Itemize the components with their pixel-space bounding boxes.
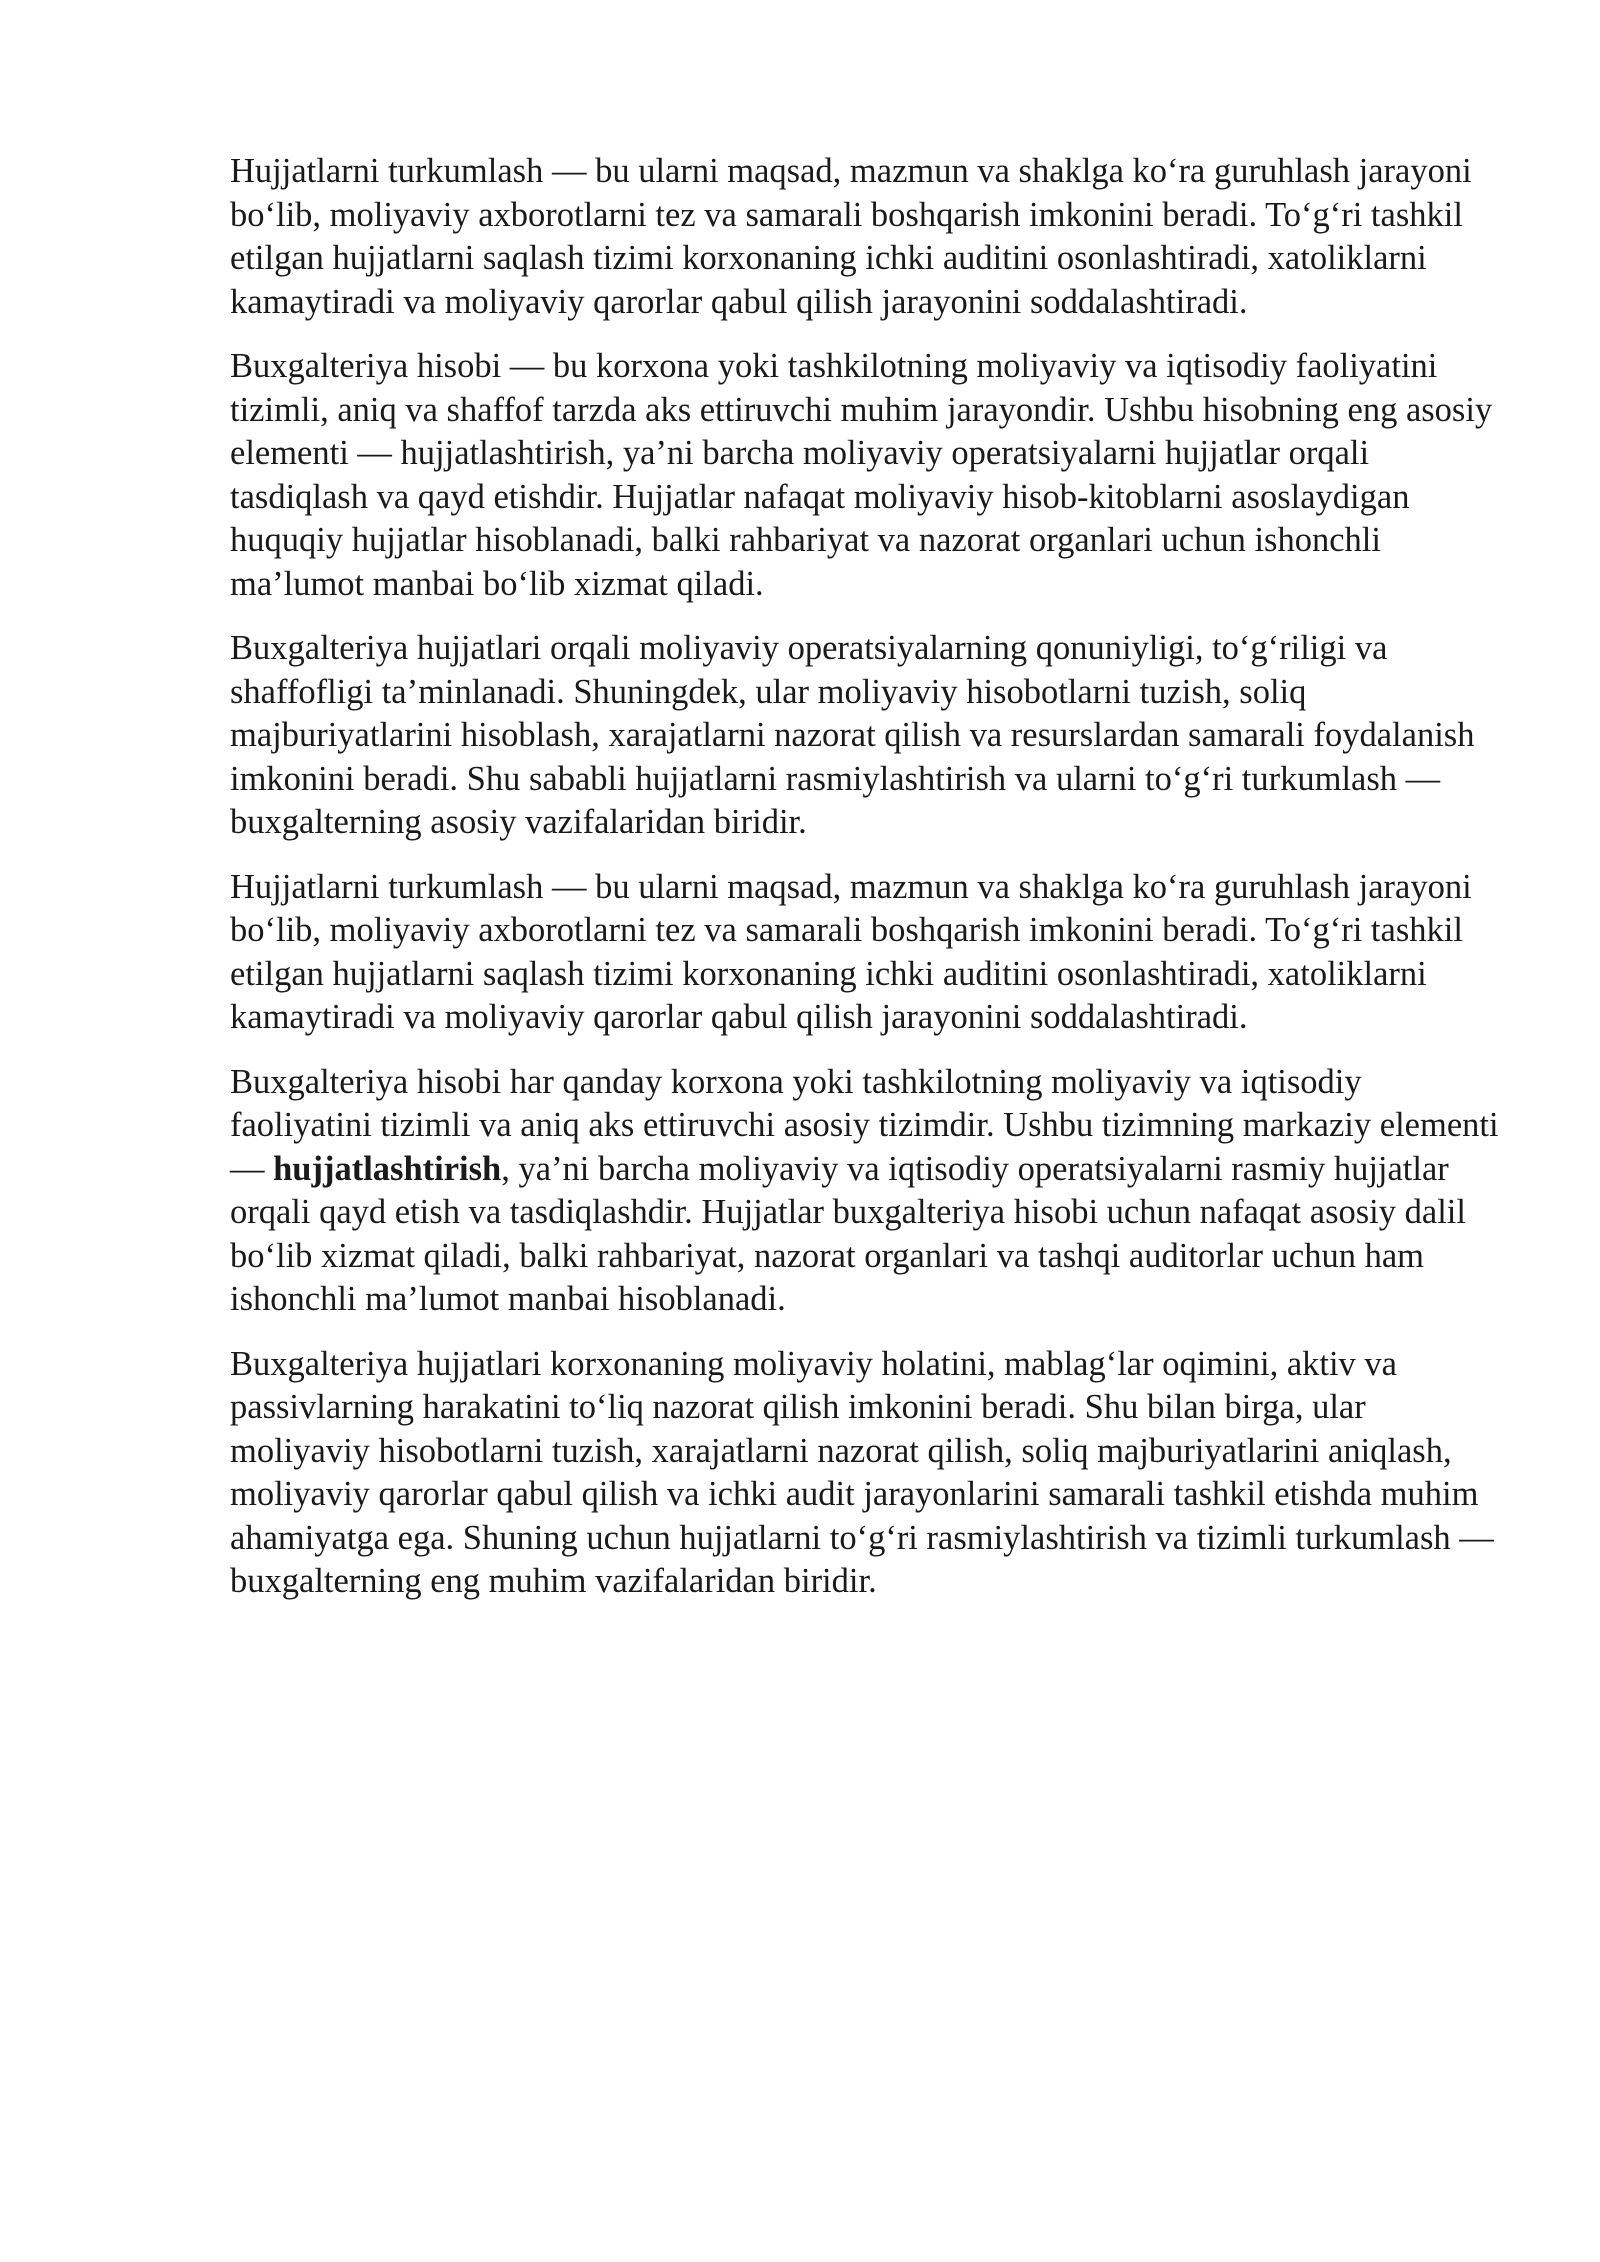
document-body	[230, 150, 1500, 1604]
paragraph-5-text-after: , ya’ni barcha moliyaviy va iqtisodiy operatsiyalarni rasmiy hujjatlar orqali qayd etish va tasdiqlashdir. Hujjatlar buxgalteriya hisobi uchun nafaqat asosiy dalil boʻlib xizmat qiladi, balki rahbariyat, nazorat organlari va tashqi auditorlar uchun ham ishonchli ma’lumot manbai hisoblanadi.	[230, 1149, 1466, 1318]
paragraph-1: Hujjatlarni turkumlash — bu ularni maqsad, mazmun va shaklga koʻra guruhlash jarayoni boʻlib, moliyaviy axborotlarni tez va samarali boshqarish imkonini beradi. Toʻgʻri tashkil etilgan hujjatlarni saqlash tizimi korxonaning ichki auditini osonlashtiradi, xatoliklarni kamaytiradi va moliyaviy qarorlar qabul qilish jarayonini soddalashtiradi.	[230, 152, 1472, 321]
paragraph-6: Buxgalteriya hujjatlari korxonaning moliyaviy holatini, mablagʻlar oqimini, aktiv va passivlarning harakatini toʻliq nazorat qilish imkonini beradi. Shu bilan birga, ular moliyaviy hisobotlarni tuzish, xarajatlarni nazorat qilish, soliq majburiyatlarini aniqlash, moliyaviy qarorlar qabul qilish va ichki audit jarayonlarini samarali tashkil etishda muhim ahamiyatga ega. Shuning uchun hujjatlarni toʻgʻri rasmiylashtirish va tizimli turkumlash — buxgalterning eng muhim vazifalaridan biridir.	[230, 1344, 1494, 1600]
paragraph-4: Hujjatlarni turkumlash — bu ularni maqsad, mazmun va shaklga koʻra guruhlash jarayoni boʻlib, moliyaviy axborotlarni tez va samarali boshqarish imkonini beradi. Toʻgʻri tashkil etilgan hujjatlarni saqlash tizimi korxonaning ichki auditini osonlashtiradi, xatoliklarni kamaytiradi va moliyaviy qarorlar qabul qilish jarayonini soddalashtiradi.	[230, 867, 1472, 1036]
paragraph-5-text-before: Buxgalteriya hisobi har qanday korxona yoki tashkilotning moliyaviy va iqtisodiy faoliyatini tizimli va aniq aks ettiruvchi asosiy tizimdir. Ushbu tizimning markaziy elementi —	[230, 1062, 1499, 1188]
paragraph-3: Buxgalteriya hujjatlari orqali moliyaviy operatsiyalarning qonuniyligi, toʻgʻriligi va shaffofligi ta’minlanadi. Shuningdek, ular moliyaviy hisobotlarni tuzish, soliq majburiyatlarini hisoblash, xarajatlarni nazorat qilish va resurslardan samarali foydalanish imkonini beradi. Shu sababli hujjatlarni rasmiylashtirish va ularni toʻgʻri turkumlash — buxgalterning asosiy vazifalaridan biridir.	[230, 629, 1475, 841]
paragraph-2: Buxgalteriya hisobi — bu korxona yoki tashkilotning moliyaviy va iqtisodiy faoliyatini tizimli, aniq va shaffof tarzda aks ettiruvchi muhim jarayondir. Ushbu hisobning eng asosiy elementi — hujjatlashtirish, ya’ni barcha moliyaviy operatsiyalarni hujjatlar orqali tasdiqlash va qayd etishdir. Hujjatlar nafaqat moliyaviy hisob-kitoblarni asoslaydigan huquqiy hujjatlar hisoblanadi, balki rahbariyat va nazorat organlari uchun ishonchli ma’lumot manbai boʻlib xizmat qiladi.	[230, 347, 1493, 603]
paragraph-5	[230, 1061, 1500, 1322]
paragraph-5-bold-term: hujjatlashtirish	[273, 1149, 502, 1188]
